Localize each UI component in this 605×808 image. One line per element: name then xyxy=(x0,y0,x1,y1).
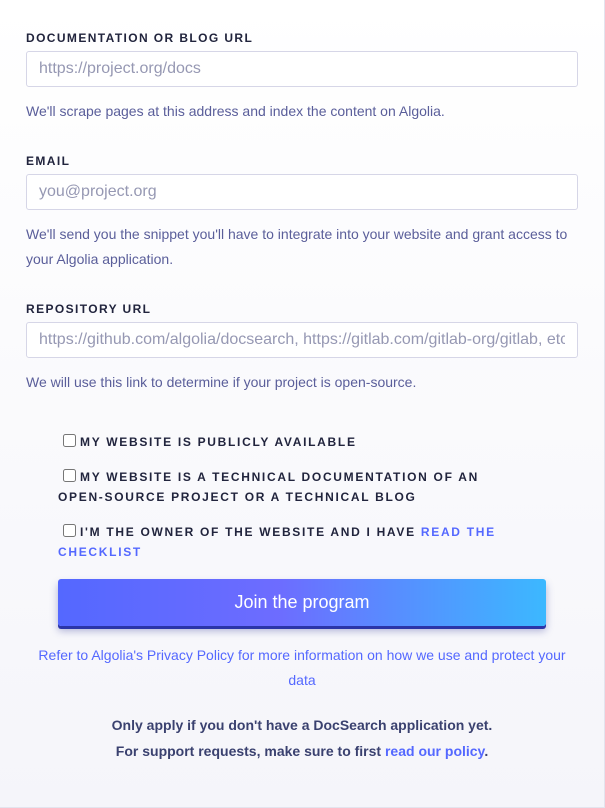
notice-line-2-text: For support requests, make sure to first xyxy=(115,743,382,759)
email-field xyxy=(26,154,578,272)
checkbox-row-public[interactable] xyxy=(58,432,528,452)
repo-url-label: REPOSITORY URL xyxy=(26,302,152,316)
docs-url-input[interactable] xyxy=(26,51,578,87)
public-website-checkbox[interactable] xyxy=(63,434,76,447)
repo-url-input[interactable] xyxy=(26,322,578,358)
checkbox-row-technical[interactable] xyxy=(58,467,528,507)
owner-checkbox[interactable] xyxy=(63,524,76,537)
docs-url-field xyxy=(26,31,578,124)
public-website-label: MY WEBSITE IS PUBLICLY AVAILABLE xyxy=(80,435,357,449)
privacy-policy-link[interactable]: Refer to Algolia's Privacy Policy for more information on how we use and protect your data xyxy=(38,647,566,688)
notice-line-2-end: . xyxy=(484,743,489,759)
technical-docs-checkbox[interactable] xyxy=(63,469,76,482)
technical-docs-label: MY WEBSITE IS A TECHNICAL DOCUMENTATION OF AN OPEN-SOURCE PROJECT OR A TECHNICAL BLOG xyxy=(58,470,479,504)
join-program-button[interactable]: Join the program xyxy=(58,579,546,626)
email-input[interactable] xyxy=(26,174,578,210)
docs-url-help: We'll scrape pages at this address and index the content on Algolia. xyxy=(26,103,445,119)
support-notice xyxy=(26,712,578,764)
notice-line-2 xyxy=(26,738,578,764)
repo-url-field xyxy=(26,302,578,395)
owner-label: I'M THE OWNER OF THE WEBSITE AND I HAVE xyxy=(80,525,416,539)
email-help: We'll send you the snippet you'll have to integrate into your website and grant access to your Algolia application. xyxy=(26,226,568,267)
repo-url-help: We will use this link to determine if your project is open-source. xyxy=(26,374,417,390)
docs-url-label: DOCUMENTATION OR BLOG URL xyxy=(26,31,254,45)
notice-line-1: Only apply if you don't have a DocSearch application yet. xyxy=(111,717,493,733)
read-checklist-link[interactable]: READ THE CHECKLIST xyxy=(58,525,496,559)
email-label: EMAIL xyxy=(26,154,71,168)
read-policy-link[interactable]: read our policy xyxy=(384,743,485,759)
checkbox-row-owner[interactable] xyxy=(58,522,528,562)
